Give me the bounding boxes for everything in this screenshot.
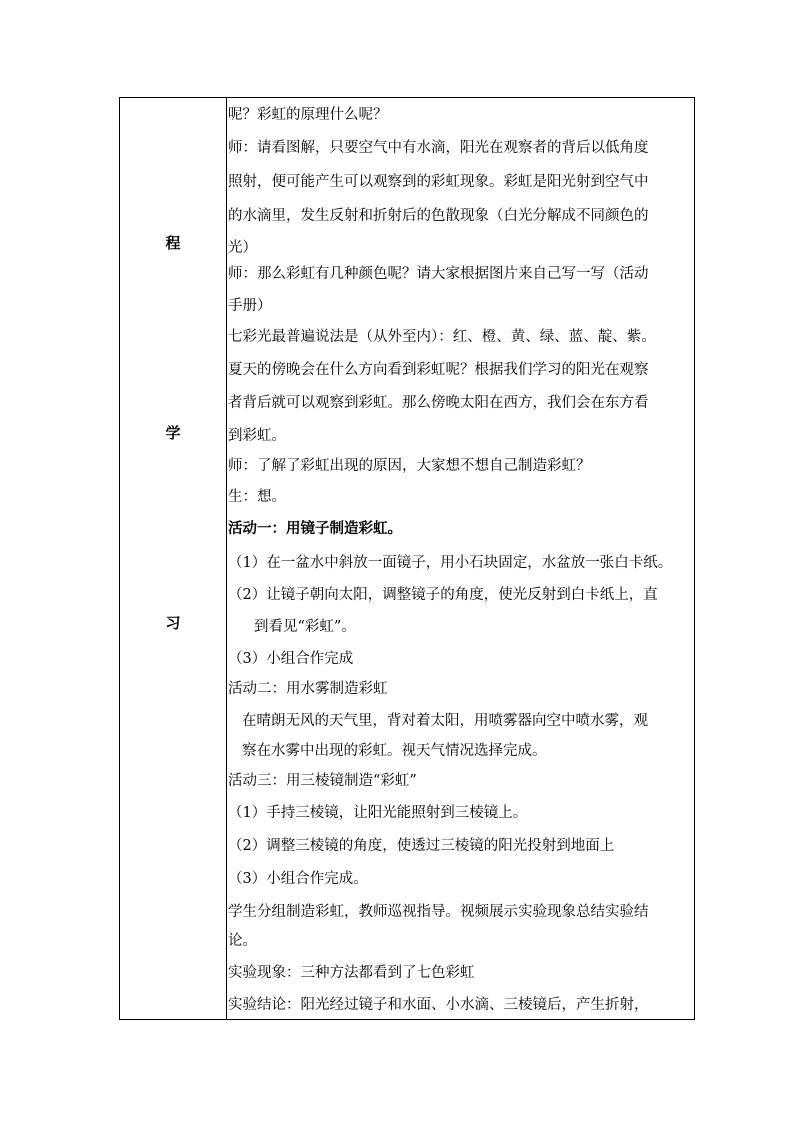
text-line: （1）在一盆水中斜放一面镜子，用小石块固定，水盆放一张白卡纸。 <box>228 555 673 571</box>
text-line: 论。 <box>228 933 257 949</box>
text-line: （3）小组合作完成 <box>228 651 354 667</box>
text-line: （2）调整三棱镜的角度，使透过三棱镜的阳光投射到地面上 <box>228 838 615 854</box>
column-divider <box>226 98 227 1019</box>
side-label-cheng: 程 <box>165 234 181 252</box>
text-line: （1）手持三棱镜，让阳光能照射到三棱镜上。 <box>228 805 528 821</box>
text-line: 呢？彩虹的原理什么呢？ <box>228 107 388 123</box>
text-line: 师：了解了彩虹出现的原因，大家想不想自己制造彩虹？ <box>228 458 591 474</box>
text-line: 手册） <box>228 298 272 314</box>
activity-one-heading: 活动一：用镜子制造彩虹。 <box>228 521 402 537</box>
text-line: 师：请看图解，只要空气中有水滴，阳光在观察者的背后以低角度 <box>228 140 649 156</box>
text-line: 师：那么彩虹有几种颜色呢？请大家根据图片来自己写一写（活动 <box>228 266 649 282</box>
text-line: 到彩虹。 <box>228 428 286 444</box>
activity-two-heading: 活动二：用水雾制造彩虹 <box>228 681 388 697</box>
text-line: 的水滴里，发生反射和折射后的色散现象（白光分解成不同颜色的 <box>228 208 649 224</box>
text-line: 到看见“彩虹”。 <box>254 619 356 635</box>
text-line: 夏天的傍晚会在什么方向看到彩虹呢？根据我们学习的阳光在观察 <box>228 362 649 378</box>
text-line: 者背后就可以观察到彩虹。那么傍晚太阳在西方，我们会在东方看 <box>228 395 649 411</box>
side-label-xi: 习 <box>165 614 181 632</box>
text-line: 学生分组制造彩虹，教师巡视指导。视频展示实验现象总结实验结 <box>228 904 649 920</box>
text-line: 照射，便可能产生可以观察到的彩虹现象。彩虹是阳光射到空气中 <box>228 174 649 190</box>
side-label-xue: 学 <box>165 424 181 442</box>
text-line: 察在水雾中出现的彩虹。视天气情况选择完成。 <box>242 743 547 759</box>
experiment-phenomenon: 实验现象：三种方法都看到了七色彩虹 <box>228 965 475 981</box>
text-line: 生：想。 <box>228 489 286 505</box>
text-line: 光） <box>228 240 257 256</box>
experiment-conclusion: 实验结论：阳光经过镜子和水面、小水滴、三棱镜后，产生折射， <box>228 997 649 1013</box>
text-line: （2）让镜子朝向太阳，调整镜子的角度，使光反射到白卡纸上，直 <box>228 587 658 603</box>
text-line: （3）小组合作完成。 <box>228 871 368 887</box>
text-line: 在晴朗无风的天气里，背对着太阳，用喷雾器向空中喷水雾，观 <box>242 713 648 729</box>
activity-three-heading: 活动三：用三棱镜制造“彩虹” <box>228 773 417 789</box>
lesson-table <box>119 97 695 1020</box>
text-line: 七彩光最普遍说法是（从外至内）：红、橙、黄、绿、蓝、靛、紫。 <box>228 329 656 345</box>
